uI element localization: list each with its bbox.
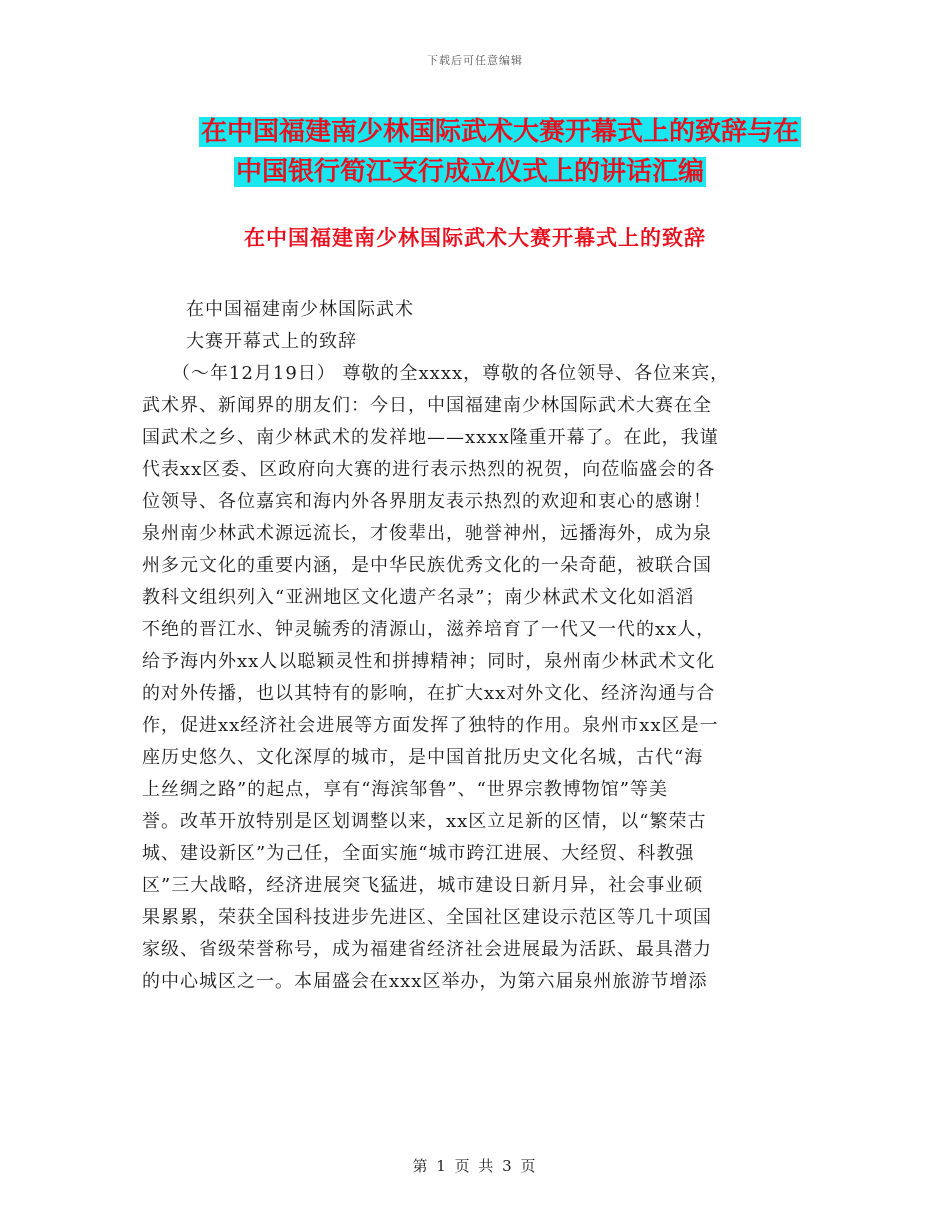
body-line: 不绝的晋江水、钟灵毓秀的清源山，滋养培育了一代又一代的xx人，: [142, 619, 716, 640]
body-line: 位领导、各位嘉宾和海内外各界朋友表示热烈的欢迎和衷心的感谢！: [142, 491, 712, 512]
body-line: 城、建设新区”为己任，全面实施“城市跨江进展、大经贸、科教强: [142, 843, 695, 864]
body-line: 大赛开幕式上的致辞: [186, 331, 357, 352]
body-line: 座历史悠久、文化深厚的城市，是中国首批历史文化名城，古代“海: [142, 747, 704, 768]
body-line: 果累累，荣获全国科技进步先进区、全国社区建设示范区等几十项国: [142, 907, 712, 928]
body-line: 国武术之乡、南少林武术的发祥地——xxxx隆重开幕了。在此，我谨: [142, 427, 719, 448]
document-title: [0, 112, 950, 192]
document-title-line-2: [0, 152, 950, 192]
body-line: 在中国福建南少林国际武术: [186, 299, 414, 320]
body-line: 誉。改革开放特别是区划调整以来，xx区立足新的区情，以“繁荣古: [142, 811, 707, 832]
title-highlight-2: 中国银行筍江支行成立仪式上的讲话汇编: [235, 157, 704, 187]
page-footer: 第 1 页 共 3 页: [412, 1157, 538, 1175]
body-line: （～年12月19日） 尊敬的全xxxx，尊敬的各位领导、各位来宾，: [172, 363, 730, 384]
body-line: 州多元文化的重要内涵，是中华民族优秀文化的一朵奇葩，被联合国: [142, 555, 712, 576]
header-note: 下载后可任意编辑: [427, 54, 523, 67]
document-title-line-1: [50, 112, 950, 152]
body-line: 的中心城区之一。本届盛会在xxx区举办，为第六届泉州旅游节增添: [142, 971, 708, 992]
title-highlight-1: 在中国福建南少林国际武术大赛开幕式上的致辞与在: [200, 117, 799, 147]
body-line: 武术界、新闻界的朋友们：今日，中国福建南少林国际武术大赛在全: [142, 395, 712, 416]
body-line: 作，促进xx经济社会进展等方面发挥了独特的作用。泉州市xx区是一: [142, 715, 719, 736]
body-text: [142, 294, 822, 998]
body-line: 的对外传播，也以其特有的影响，在扩大xx对外文化、经济沟通与合: [142, 683, 716, 704]
body-line: 上丝绸之路”的起点，享有“海滨邹鲁”、“世界宗教博物馆”等美: [142, 779, 669, 800]
body-line: 区”三大战略，经济进展突飞猛进，城市建设日新月异，社会事业硕: [142, 875, 704, 896]
body-line: 泉州南少林武术源远流长，才俊辈出，驰誉神州，远播海外，成为泉: [142, 523, 712, 544]
body-line: 代表xx区委、区政府向大赛的进行表示热烈的祝贺，向莅临盛会的各: [142, 459, 716, 480]
section-title: 在中国福建南少林国际武术大赛开幕式上的致辞: [244, 225, 706, 250]
body-line: 家级、省级荣誉称号，成为福建省经济社会进展最为活跃、最具潜力: [142, 939, 712, 960]
body-line: 教科文组织列入“亚洲地区文化遗产名录”；南少林武术文化如滔滔: [142, 587, 695, 608]
body-line: 给予海内外xx人以聪颖灵性和拼搏精神；同时，泉州南少林武术文化: [142, 651, 716, 672]
